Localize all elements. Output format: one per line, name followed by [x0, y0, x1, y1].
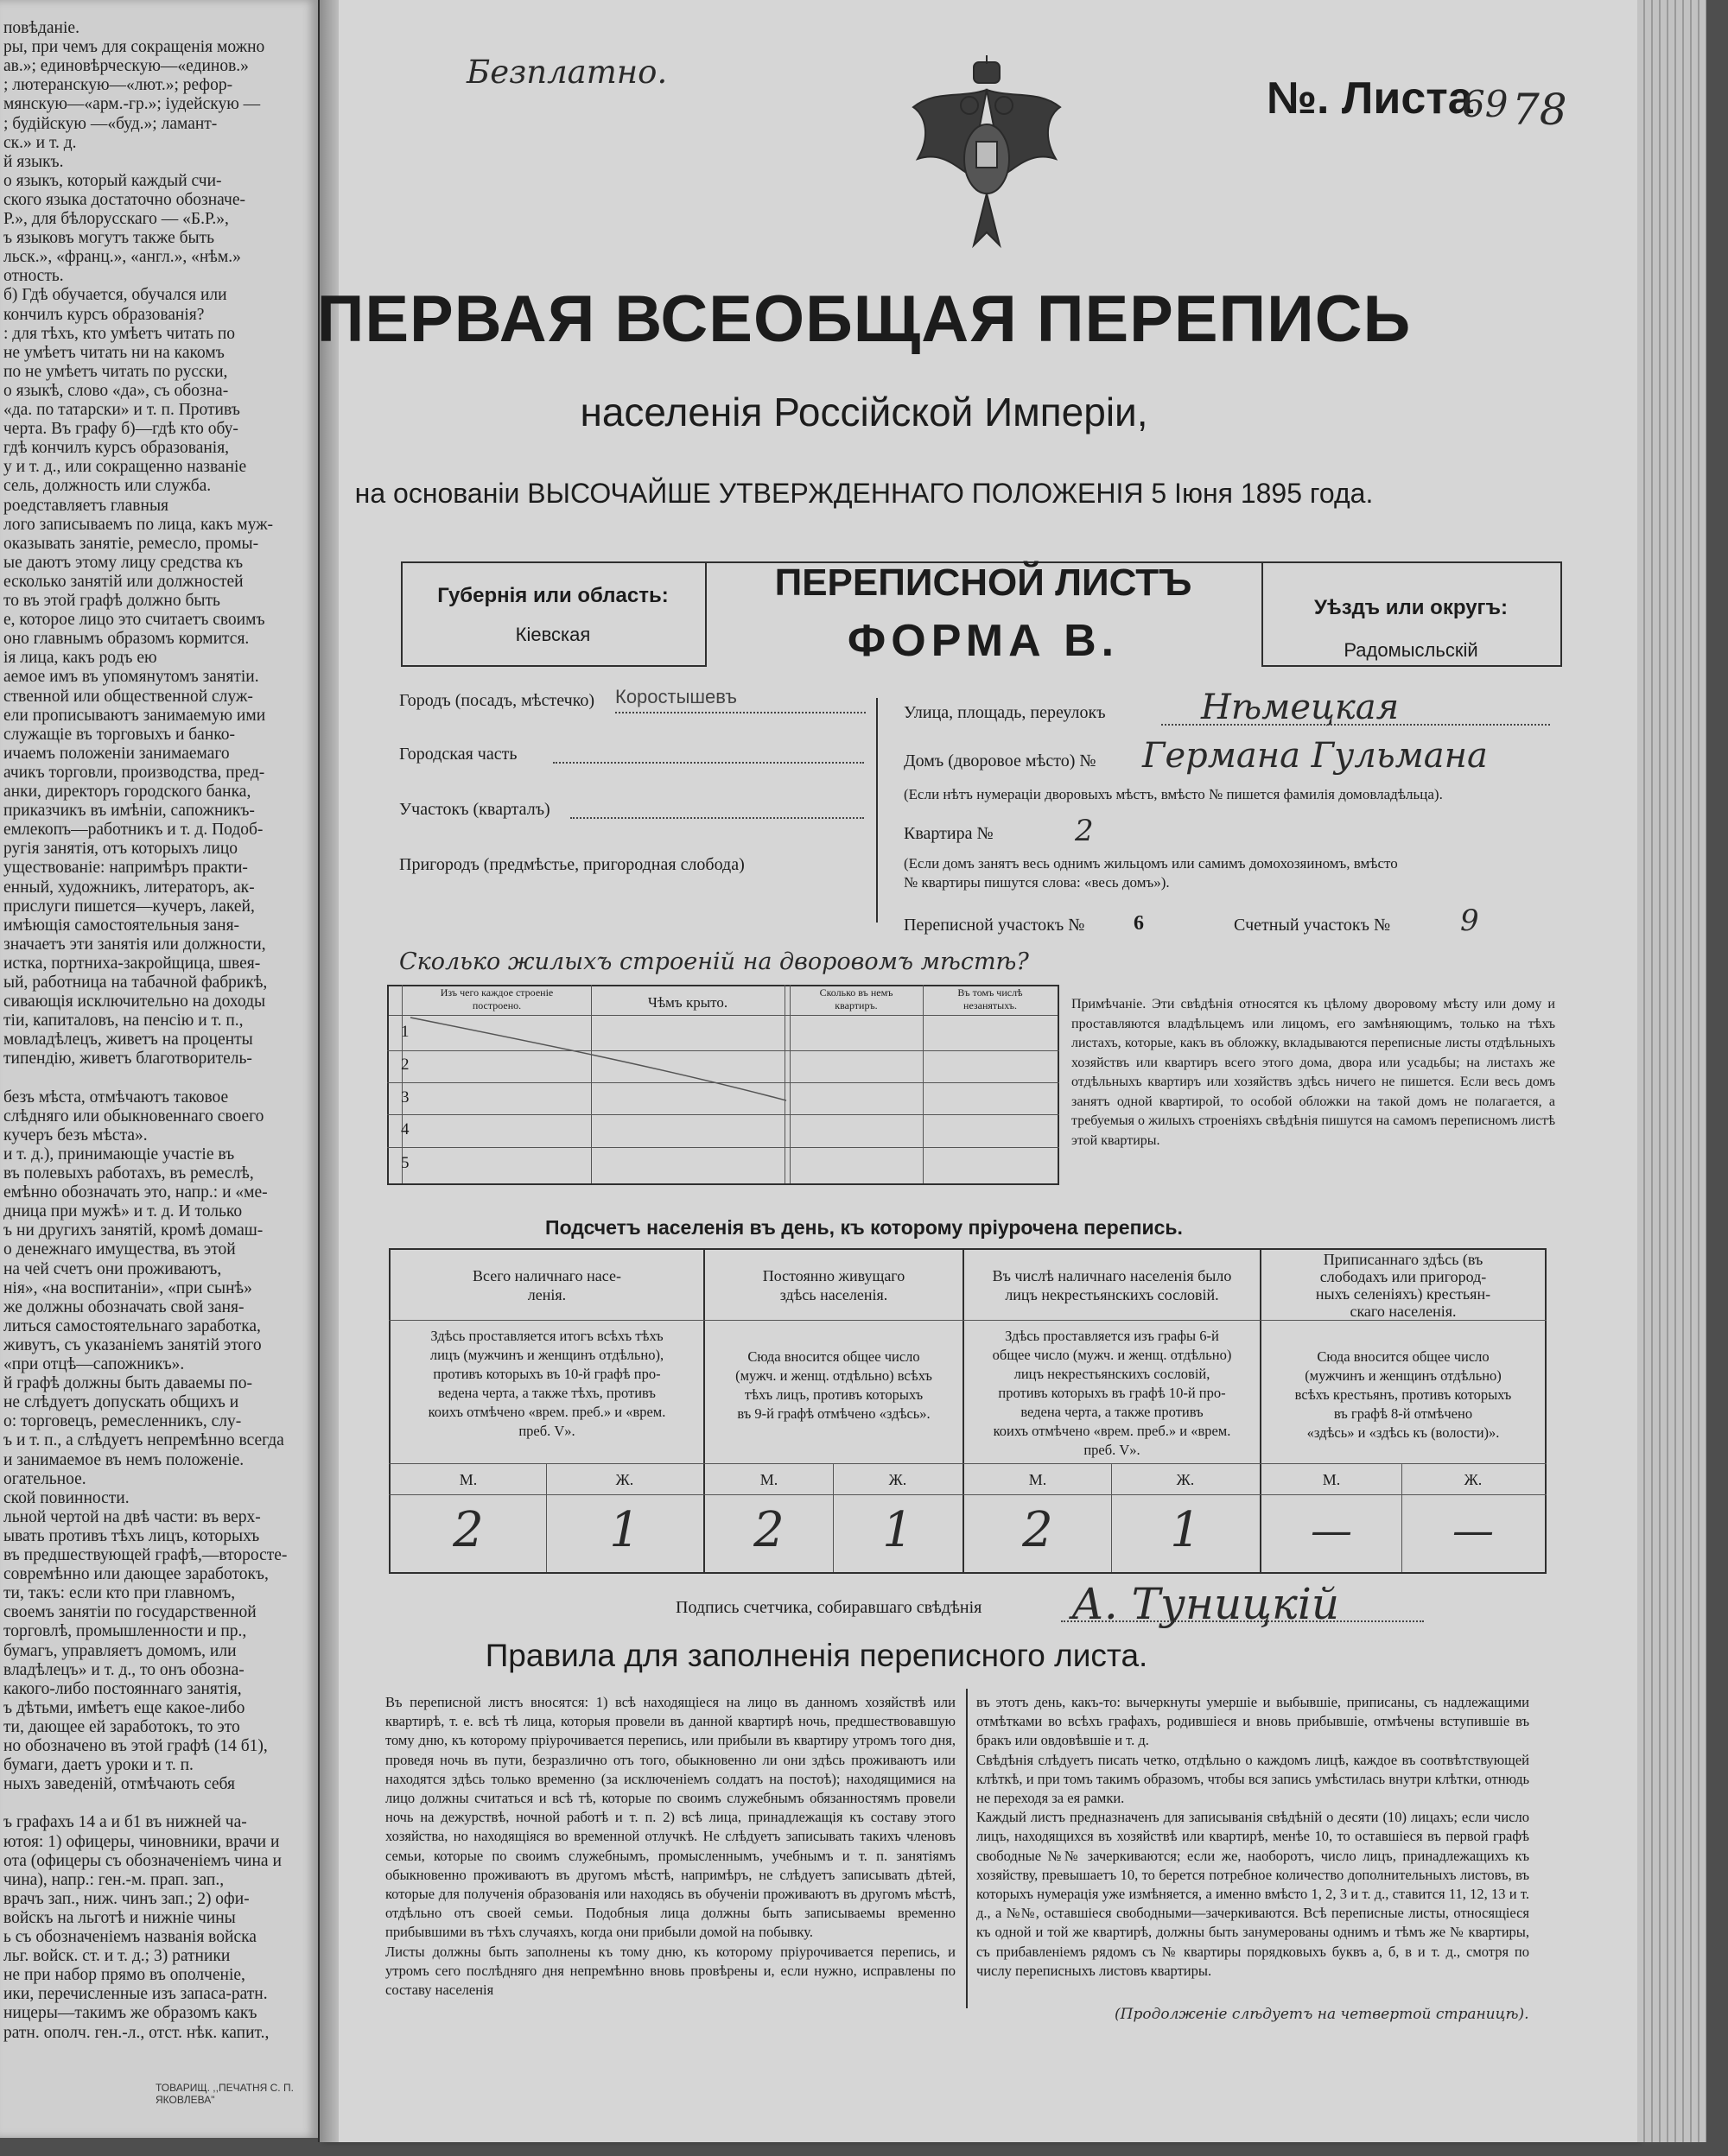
structures-bottom — [387, 1183, 1059, 1185]
left-page-line: типендію, живетъ благотворитель- — [3, 1049, 252, 1068]
pop-col2-m-label: М. — [759, 1471, 778, 1488]
gorod-value: Коростышевъ — [615, 686, 738, 707]
free-stamp: Безплатно. — [467, 54, 668, 91]
left-page-line: ницеры—такимъ же образомъ какъ — [3, 2004, 257, 2023]
left-page-line: о языкъ, который каждый счи- — [3, 171, 222, 190]
prigorod-label: Пригородъ (предмѣстье, пригородная слобода) — [399, 855, 745, 874]
pop-table-bottom — [389, 1572, 1547, 1574]
left-page-line: служащіе въ торговыхъ и банко- — [3, 725, 236, 744]
pop-col4-desc: Сюда вносится общее число (мужчинъ и женщинъ отдѣльно) всѣхъ крестьянъ, противъ которыхъ въ графѣ 8-й отмѣчено «здѣсь» и «здѣсь къ (волости)». — [1294, 1348, 1512, 1441]
uezd-value: Радомысльскій — [1344, 639, 1478, 661]
structures-cancel-stroke — [402, 1016, 791, 1102]
left-page-line: ав.»; единовѣрческую—«единов.» — [3, 57, 249, 76]
perepisnoy-label: Переписной участокъ № — [904, 916, 1085, 935]
left-page-line: врачъ зап., ниж. чинъ зап.; 2) офи- — [3, 1889, 250, 1908]
left-page-line: ичаемъ положеніи занимаемаго — [3, 744, 230, 763]
structures-col4-header: Въ томъ числѣ незанятыхъ. — [957, 986, 1023, 1011]
kvartira-note-1: (Если домъ занятъ весь однимъ жильцомъ или самимъ домохозяиномъ, вмѣсто — [904, 855, 1398, 872]
pop-col1-desc: Здѣсь проставляется итогъ всѣхъ тѣхъ лицъ (мужчинъ и женщинъ отдѣльно), противъ которыхъ въ 10-й графѣ про- ведена черта, а также тѣхъ, противъ коихъ отмѣчено «врем. преб.» и «врем. преб. V». — [428, 1328, 666, 1439]
left-page-line: бумагъ, управляетъ домомъ, или — [3, 1641, 237, 1660]
left-page-line: ъ ни другихъ занятій, кромѣ домаш- — [3, 1221, 264, 1240]
pop-col3-zh-value: 1 — [1170, 1502, 1201, 1558]
pop-col3-desc: Здѣсь проставляется изъ графы 6-й общее число (мужч. и женщ. отдѣльно) лицъ некрестьянскихъ сословій, противъ которыхъ въ графѣ 10-й про- ведена черта, а также противъ коихъ отмѣчено «врем. преб.» и «врем. преб. V». — [992, 1328, 1232, 1458]
structures-note: Примѣчаніе. Эти свѣдѣнія относятся къ цѣлому дворовому мѣсту или дому и проставляются владѣльцемъ или лицомъ, его замѣняющимъ, только на тѣхъ листахъ, которые, какъ въ обложку, вкладываются переписные листы отдѣльныхъ хозяйствъ или квартиръ всего этого дома, двора или усадьбы; на листахъ же отдѣльныхъ квартиръ или хозяйствъ здѣсь ничего не пишется. Если весь домъ занятъ одной квартирой, то особой обложки на такой домъ не полагается, а требуемыя о жилыхъ строеніяхъ свѣдѣнія пишутся на самомъ переписномъ листѣ этой квартиры. — [1071, 997, 1555, 1148]
population-title: Подсчетъ населенія въ день, къ которому пріурочена перепись. — [545, 1216, 1183, 1239]
pop-col1-m-value: 2 — [453, 1502, 484, 1558]
left-page-line: имѣющія самостоятельныя заня- — [3, 916, 240, 935]
rules-right-column: въ этотъ день, какъ-то: вычеркнуты умершіе и выбывшіе, приписаны, съ надлежащими отмѣтками во всѣхъ графахъ, родившіеся и вновь прибывшіе, отмѣчены вступившіе въ бракъ или овдовѣвшіе и т. д. Свѣдѣнія слѣдуетъ писать четко, отдѣльно о каждомъ лицѣ, каждое въ соотвѣтствующей клѣткѣ, и при томъ такимъ образомъ, чтобы вся запись умѣстилась внутри клѣтки, отнюдь не переходя за ея рамки. Каждый листъ предназначенъ для записыванія свѣдѣній о десяти (10) лицахъ; если число лицъ, находящихся въ хозяйствѣ или квартирѣ, менѣе 10, то оставшіеся въ первой графѣ свободные №№ зачеркиваются; если же, наоборотъ, число лицъ, принадлежащихъ къ хозяйству, превышаетъ 10, то берется потребное количество дополнительныхъ листовъ, въ которыхъ нумерація уже измѣняется, а именно вмѣсто 1, 2, 3 и т. д., ставится 11, 12, 13 и т. д., а №№, оставшіеся свободными—зачеркиваются. Всѣ переписные листы, относящіеся къ одной и той же квартирѣ, должны быть занумерованы однимъ и тѣмъ же № квартиры, съ прибавленіемъ рядомъ съ № квартиры порядковыхъ буквъ а, б, в и т. д., смотря по числу переписныхъ листовъ квартиры. — [976, 1694, 1529, 1979]
rules-left-column: Въ переписной листъ вносятся: 1) всѣ находящіеся на лицо въ данномъ хозяйствѣ или квартирѣ, т. е. всѣ тѣ лица, которыя провели въ данной квартирѣ ночь, предшествовавшую тому дню, къ которому пріурочивается перепись, или прибыли въ квартиру утромъ того дня, проведя ночь въ пути, безразлично отъ того, обыкновенно ли они здѣсь проживаютъ или находятся здѣсь только временно (за исключеніемъ солдатъ на постоѣ); находящимися на лицо должны считаться и всѣ тѣ, которые по своимъ служебнымъ обязанностямъ провели ночь на дежурствѣ, ночной работѣ и т. п. 2) всѣ лица, принадлежащія къ составу этого хозяйства, но находящіяся во временной отлучкѣ. Не слѣдуетъ записывать такихъ членовъ семьи, которые по своимъ служебнымъ, промысленнымъ, учебнымъ и т. п. занятіямъ обыкновенно проживаютъ въ другомъ мѣстѣ, напримѣръ, не слѣдуетъ записывать дѣтей, которые для полученія образованія или находясь въ обученіи проживаютъ въ другомъ мѣстѣ, отдѣльно отъ своей семьи. Подобныя лица должны быть записываемы временно прибывшими въ тѣхъ случаяхъ, когда они прибыли домой на побывку. Листы должны быть заполнены къ тому дню, къ которому пріурочивается перепись, и утромъ сего послѣдняго дня непремѣнно вновь провѣрены и, если нужно, исправлены по составу населенія — [385, 1694, 956, 1999]
left-page-line: владѣлецъ» и т. д., то онъ обозна- — [3, 1660, 245, 1679]
kvartira-note-2: № квартиры пишутся слова: «весь домъ»). — [904, 874, 1170, 891]
form-title: ПЕРЕПИСНОЙ ЛИСТЪ — [774, 561, 1192, 604]
left-page-line: не при набор прямо въ ополченіе, — [3, 1966, 245, 1985]
left-page-line: анки, директоръ городского банка, — [3, 783, 251, 801]
left-page-line: истка, портниха-закройщица, швея- — [3, 954, 261, 973]
left-page-line: огательное. — [3, 1469, 86, 1488]
left-page-line: ія лица, какъ родъ ею — [3, 649, 157, 668]
left-page-line: дница при мужѣ» и т. д. И только — [3, 1202, 243, 1221]
pop-col4-m-value: — — [1311, 1506, 1352, 1555]
left-page-line: то въ этой графѣ должно быть — [3, 592, 220, 610]
pop-col2-desc: Сюда вносится общее число (мужч. и женщ. отдѣльно) всѣхъ тѣхъ лицъ, противъ которыхъ въ 9-й графѣ отмѣчено «здѣсь». — [735, 1348, 932, 1422]
structures-row-3: 3 — [401, 1088, 410, 1107]
structures-row-2: 2 — [401, 1056, 410, 1074]
rules-divider — [966, 1689, 968, 2008]
census-basis: на основаніи ВЫСОЧАЙШЕ УТВЕРЖДЕННАГО ПОЛОЖЕНІЯ 5 Іюня 1895 года. — [354, 478, 1374, 509]
left-page-line: ругія занятія, отъ которыхъ лицо — [3, 840, 238, 859]
left-page-line: «при отцѣ—сапожникъ». — [3, 1355, 185, 1373]
imperial-eagle-emblem — [900, 55, 1073, 263]
left-page-line: повѣданіе. — [3, 19, 79, 37]
structures-left — [387, 985, 389, 1185]
left-page-line: оказывать занятіе, ремесло, промы- — [3, 534, 259, 553]
pop-col2-zh-value: 1 — [882, 1502, 913, 1558]
pop-col3-m-value: 2 — [1022, 1502, 1053, 1558]
rules-continuation: (Продолженіе слѣдуетъ на четвертой страницѣ). — [1115, 2006, 1529, 2023]
census-subtitle: населенія Россійской Имперіи, — [580, 390, 1148, 434]
left-page-line: о денежнаго имущества, въ этой — [3, 1240, 236, 1259]
pop-table-right — [1545, 1248, 1547, 1574]
dom-note: (Если нѣтъ нумераціи дворовыхъ мѣстъ, вмѣсто № пишется фамилія домовладѣльца). — [904, 786, 1443, 802]
left-page-line: кучеръ безъ мѣста». — [3, 1126, 148, 1145]
left-page-line: литься самостоятельнаго заработка, — [3, 1316, 261, 1335]
left-page-line: ныхъ заведеній, отмѣчають себя — [3, 1775, 235, 1794]
structures-row-1: 1 — [401, 1023, 410, 1041]
left-page-line: ъ и т. п., а слѣдуетъ непремѣнно всегда — [3, 1431, 284, 1450]
sheet-no-label: №. Листа — [1267, 73, 1473, 124]
chast-dotline — [553, 762, 864, 764]
left-page-line: тіи, капиталовъ, на пенсію и т. п., — [3, 1011, 244, 1030]
structures-row-line-4 — [387, 1147, 1059, 1148]
left-page-line: енный, художникъ, литераторъ, ак- — [3, 878, 255, 897]
left-page-line: но обозначено въ этой графѣ (14 б1), — [3, 1737, 268, 1755]
pop-col2-zh-label: Ж. — [888, 1471, 907, 1488]
pop-col1-header: Всего наличнаго насе- ленія. — [473, 1267, 621, 1303]
signature-label: Подпись счетчика, собиравшаго свѣдѣнія — [676, 1598, 982, 1617]
left-page-line: ъ дѣтьми, имѣетъ еще какое-либо — [3, 1698, 245, 1717]
left-page-line: ота (офицеры съ обозначеніемъ чина и — [3, 1851, 282, 1870]
left-page-line: льной чертой на двѣ части: въ верх- — [3, 1507, 261, 1526]
left-page-line: лого записываемъ по лица, какъ муж- — [3, 515, 274, 534]
schetny-value: 9 — [1460, 904, 1479, 938]
pop-header-line — [389, 1320, 1547, 1321]
left-page-line: льг. войск. ст. и т. д.; 3) ратники — [3, 1947, 231, 1966]
kvartira-value: 2 — [1075, 814, 1094, 848]
structures-right — [1058, 985, 1059, 1185]
left-page-line: у и т. д., или сокращенно названіе — [3, 458, 247, 477]
left-page-line: мовладѣлецъ, живетъ на проценты — [3, 1030, 253, 1049]
left-page-line: безъ мѣста, отмѣчаютъ таковое — [3, 1088, 229, 1107]
left-page-line: слѣдняго или обыкновеннаго своего — [3, 1107, 264, 1126]
left-page-line: прислуги пишется—кучеръ, лакей, — [3, 897, 255, 916]
address-divider — [876, 698, 878, 923]
left-page-line: мянскую—«арм.-гр.»; іудейскую — — [3, 95, 261, 114]
left-page-line: ели прописываютъ занимаемую ими — [3, 706, 266, 725]
signature-dotline — [1061, 1620, 1424, 1622]
perepisnoy-value: 6 — [1134, 912, 1144, 935]
left-page-line: льск.», «франц.», «англ.», «нѣм.» — [3, 248, 241, 267]
left-page-line: войскъ на льготѣ и нижніе чины — [3, 1908, 236, 1927]
schetny-label: Счетный участокъ № — [1234, 916, 1391, 935]
pop-col4-header: Приписаннаго здѣсь (въ слободахъ или пригород- ныхъ селеніяхъ) крестьян- скаго населенія. — [1315, 1251, 1491, 1320]
gorodskaya-chast-label: Городская часть — [399, 745, 518, 764]
pop-col4-zh-value: — — [1452, 1506, 1494, 1555]
left-page-line: б) Гдѣ обучается, обучался или — [3, 286, 227, 305]
left-page-line: аемое имъ въ упомянутомъ занятіи. — [3, 668, 259, 687]
sheet-no-value: 69 — [1462, 83, 1509, 125]
kvartira-label: Квартира № — [904, 824, 994, 843]
left-page-line: кончилъ курсъ образованія? — [3, 305, 205, 324]
pop-col3-m-label: М. — [1028, 1471, 1047, 1488]
left-page-line: въ полевыхъ работахъ, въ ремеслѣ, — [3, 1164, 254, 1183]
left-page-line: ратн. ополч. ген.-л., отст. нѣк. капит., — [3, 2023, 270, 2042]
left-page-line: й графѣ должны быть даваемы по- — [3, 1374, 252, 1393]
left-page-line: приказчикъ въ имѣніи, сапожникъ- — [3, 802, 255, 821]
left-page-line: ачикъ торговли, производства, пред- — [3, 763, 265, 782]
left-page-line: ; будійскую —«буд.»; ламант- — [3, 114, 218, 133]
left-page-line: ской повинности. — [3, 1488, 130, 1507]
left-page-line: ского языка достаточно обозначе- — [3, 190, 245, 209]
left-page-line: отность. — [3, 267, 64, 286]
left-page-line: ь съ обозначеніемъ названія войска — [3, 1928, 257, 1946]
left-page-line: ые даютъ этому лицу средства къ — [3, 553, 244, 572]
gubernia-value: Кіевская — [515, 624, 591, 645]
ulitsa-value: Нѣмецкая — [1201, 688, 1400, 727]
left-page-footer: ТОВАРИЩ. ,,ПЕЧАТНЯ С. П. ЯКОВЛЕВА" — [156, 2082, 294, 2106]
left-page-line: ры, при чемъ для сокращенія можно — [3, 38, 265, 57]
pop-mz-line — [389, 1494, 1547, 1495]
left-page-line: емлекопъ—работникъ и т. д. Подоб- — [3, 821, 264, 840]
structures-col4 — [923, 985, 924, 1185]
left-page-line: чина), напр.: ген.-м. прап. зап., — [3, 1870, 225, 1889]
left-page-line: какого-либо постояннаго занятія, — [3, 1679, 242, 1698]
uchastok-label: Участокъ (кварталъ) — [399, 800, 550, 819]
uchastok-dotline — [570, 817, 864, 819]
left-page-line: не слѣдуетъ допускать общихъ и — [3, 1393, 239, 1412]
uezd-label: Уѣздъ или округъ: — [1313, 596, 1509, 619]
census-title: ПЕРВАЯ ВСЕОБЩАЯ ПЕРЕПИСЬ — [316, 282, 1412, 356]
left-page-line: : для тѣхъ, кто умѣетъ читать по — [3, 324, 236, 343]
left-page-line: ти, такъ: если кто при главномъ, — [3, 1584, 236, 1603]
pop-col2-header: Постоянно живущаго здѣсь населенія. — [762, 1267, 905, 1303]
left-page-line: ъ языковъ могутъ также быть — [3, 229, 215, 248]
structures-col2-header: Чѣмъ крыто. — [647, 994, 728, 1011]
structures-question: Сколько жилыхъ строеній на дворовомъ мѣстѣ? — [399, 948, 1029, 975]
archive-number: 78 — [1512, 85, 1567, 135]
dom-value: Германа Гульмана — [1142, 736, 1488, 776]
left-page-line: й языкъ. — [3, 152, 64, 171]
pop-col1-m-label: М. — [459, 1471, 478, 1488]
left-page-line: въ предшествующей графѣ,—второсте- — [3, 1546, 288, 1564]
left-page-line: ; лютеранскую—«лют.»; рефор- — [3, 76, 233, 95]
left-page-line: гдѣ кончилъ курсъ образованія, — [3, 439, 230, 458]
left-page-line: е, которое лицо это считаетъ своимъ — [3, 611, 265, 630]
gubernia-label: Губернія или область: — [437, 584, 669, 607]
pop-col1-zh-label: Ж. — [615, 1471, 634, 1488]
left-page-line: торговлѣ, промышленности и пр., — [3, 1622, 247, 1641]
structures-col1-header: Изъ чего каждое строеніе построено. — [440, 986, 554, 1011]
left-page-line: своемъ занятіи по государственной — [3, 1603, 257, 1622]
left-page-line: бумаги, даетъ уроки и т. п. — [3, 1756, 194, 1775]
left-page-line: оно главнымъ образомъ кормится. — [3, 630, 250, 649]
left-page-line: ственной или общественной служ- — [3, 687, 253, 706]
left-page-line: ск.» и т. д. — [3, 133, 77, 152]
form-box-bottom-right — [1261, 665, 1562, 667]
left-page-line: черта. Въ графу б)—гдѣ кто обу- — [3, 420, 238, 439]
left-page-line: значаетъ эти занятія или должности, — [3, 935, 266, 954]
left-page-line: по не умѣетъ читать по русски, — [3, 362, 228, 381]
pop-col3-header: Въ числѣ наличнаго населенія было лицъ некрестьянскихъ сословій. — [992, 1267, 1232, 1303]
counter-signature: А. Туницкій — [1071, 1579, 1340, 1629]
left-page-line: ики, перечисленные изъ запаса-ратн. — [3, 1985, 268, 2004]
left-page-line: ъ графахъ 14 а и б1 въ нижней ча- — [3, 1813, 247, 1832]
left-page-line: на чей счетъ они проживаютъ, — [3, 1259, 222, 1278]
left-page-line: о языкѣ, слово «да», съ обозна- — [3, 381, 229, 400]
left-page-line: живутъ, съ указаніемъ занятій этого — [3, 1335, 262, 1354]
pop-col1-zh-value: 1 — [609, 1502, 640, 1558]
left-page-line: и т. д.), принимающіе участіе въ — [3, 1145, 235, 1164]
structures-row-line-3 — [387, 1114, 1059, 1115]
left-page-line: сель, должность или служба. — [3, 477, 212, 496]
left-page-line: емѣнно обозначать это, напр.: и «ме- — [3, 1183, 268, 1202]
structures-row-5: 5 — [401, 1154, 410, 1172]
left-page-line: Р.», для бѣлорусскаго — «Б.Р.», — [3, 210, 229, 228]
left-page-line: есколько занятій или должностей — [3, 572, 244, 591]
form-letter: ФОРМА В. — [847, 616, 1120, 666]
gorod-dotline — [615, 712, 866, 713]
ulitsa-label: Улица, площадь, переулокъ — [904, 703, 1106, 722]
left-page-line: и занимаемое въ немъ положеніе. — [3, 1450, 245, 1469]
dom-label: Домъ (дворовое мѣсто) № — [904, 751, 1096, 770]
pop-col4-m-label: М. — [1322, 1471, 1341, 1488]
left-page-line: «да. по татарски» и т. п. Противъ — [3, 401, 240, 419]
left-page-line: ти, дающее ей заработокъ, то это — [3, 1717, 240, 1736]
ulitsa-dotline — [1161, 724, 1550, 726]
left-page-line: ютоя: 1) офицеры, чиновники, врачи и — [3, 1832, 280, 1851]
left-page-line: не умѣетъ читать ни на какомъ — [3, 343, 225, 362]
left-page-line: совремѣнно или дающее заработокъ, — [3, 1565, 269, 1584]
left-page-line: же должны обозначать свой заня- — [3, 1297, 245, 1316]
left-page-line: ый, работница на табачной фабрикѣ, — [3, 973, 268, 992]
left-page-line: роедставляетъ главныя — [3, 496, 169, 515]
left-page-line: о: торговецъ, ремесленникъ, слу- — [3, 1412, 242, 1431]
structures-row-4: 4 — [401, 1120, 410, 1138]
pop-table-top — [389, 1248, 1547, 1250]
left-page-line: уществованіе: напримѣръ практи- — [3, 859, 248, 878]
rules-title: Правила для заполненія переписного листа. — [485, 1638, 1148, 1673]
gorod-label: Городъ (посадъ, мѣстечко) — [399, 691, 595, 710]
pop-col4-zh-label: Ж. — [1464, 1471, 1483, 1488]
pop-desc-line — [389, 1463, 1547, 1464]
left-page-line: нія», «на воспитаніи», «при сынѣ» — [3, 1278, 252, 1297]
structures-col3-header: Сколько въ немъ квартиръ. — [819, 986, 893, 1011]
pop-col2-m-value: 2 — [753, 1502, 785, 1558]
left-page-line: сивающія исключительно на доходы — [3, 992, 266, 1011]
form-box-left — [401, 561, 403, 667]
form-box-bottom-left — [401, 665, 705, 667]
pop-col3-zh-label: Ж. — [1176, 1471, 1195, 1488]
form-box-right — [1560, 561, 1562, 667]
left-page-line: ывать противъ тѣхъ лицъ, которыхъ — [3, 1526, 260, 1545]
